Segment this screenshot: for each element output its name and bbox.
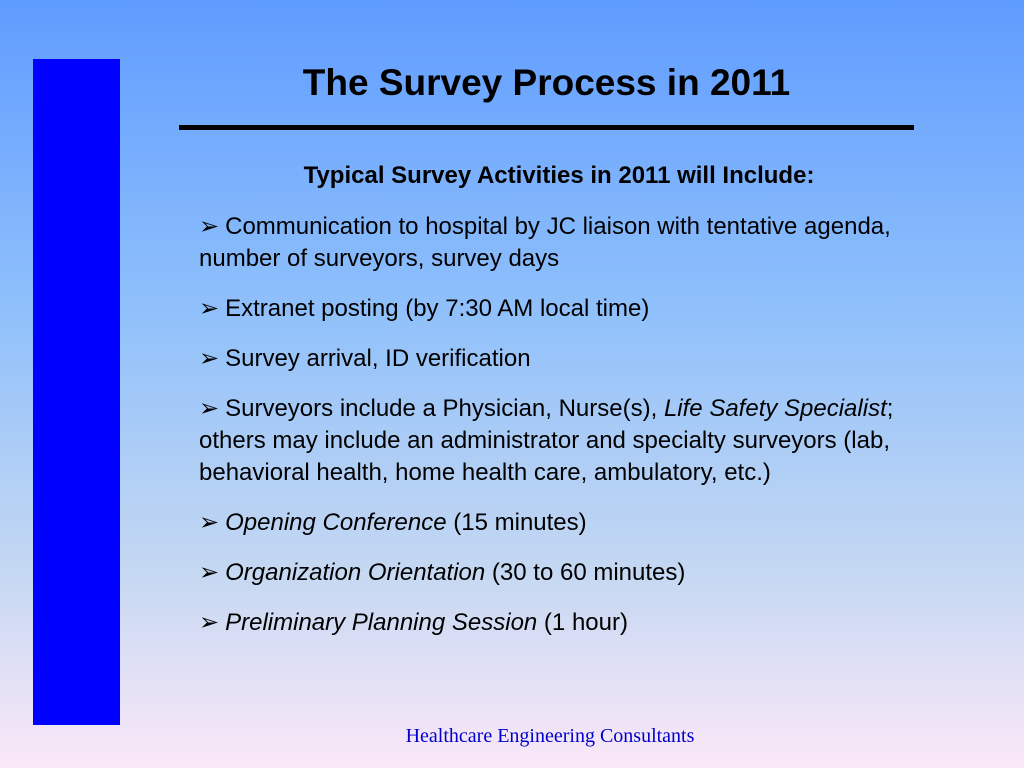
bullet-text: Survey arrival, ID verification xyxy=(225,345,531,372)
bullet-item xyxy=(199,293,919,325)
slide-content xyxy=(199,160,919,657)
arrow-bullet-icon: ➢ xyxy=(199,609,220,636)
bullet-text: Surveyors include a Physician, Nurse(s), xyxy=(225,395,664,422)
arrow-bullet-icon: ➢ xyxy=(199,559,220,586)
bullet-text: ; others may include an administrator and specialty surveyors (lab, behavioral health, home health care, ambulatory, etc.) xyxy=(199,395,894,486)
subheading: Typical Survey Activities in 2011 will Include: xyxy=(303,162,815,189)
bullet-text: (1 hour) xyxy=(537,609,628,636)
sidebar-bar xyxy=(33,59,120,725)
bullet-text: Organization Orientation xyxy=(225,559,486,586)
arrow-bullet-icon: ➢ xyxy=(199,213,220,240)
bullet-text: Extranet posting (by 7:30 AM local time) xyxy=(225,295,650,322)
bullet-item xyxy=(199,507,919,539)
arrow-bullet-icon: ➢ xyxy=(199,395,220,422)
slide-title: The Survey Process in 2011 xyxy=(302,62,791,103)
arrow-bullet-icon: ➢ xyxy=(199,345,220,372)
arrow-bullet-icon: ➢ xyxy=(199,295,220,322)
bullet-text: Opening Conference xyxy=(225,509,447,536)
arrow-bullet-icon: ➢ xyxy=(199,509,220,536)
bullet-text: (30 to 60 minutes) xyxy=(485,559,686,586)
bullet-item xyxy=(199,343,919,375)
bullet-text: (15 minutes) xyxy=(446,509,587,536)
bullet-item xyxy=(199,393,919,489)
bullet-item xyxy=(199,557,919,589)
bullet-list xyxy=(199,211,919,639)
bullet-item xyxy=(199,211,919,275)
bullet-text: Communication to hospital by JC liaison with tentative agenda, number of surveyors, survey days xyxy=(199,213,891,272)
footer-text: Healthcare Engineering Consultants xyxy=(405,725,695,747)
bullet-text: Life Safety Specialist xyxy=(663,395,887,422)
title-rule xyxy=(179,125,914,130)
bullet-text: Preliminary Planning Session xyxy=(225,609,538,636)
bullet-item xyxy=(199,607,919,639)
